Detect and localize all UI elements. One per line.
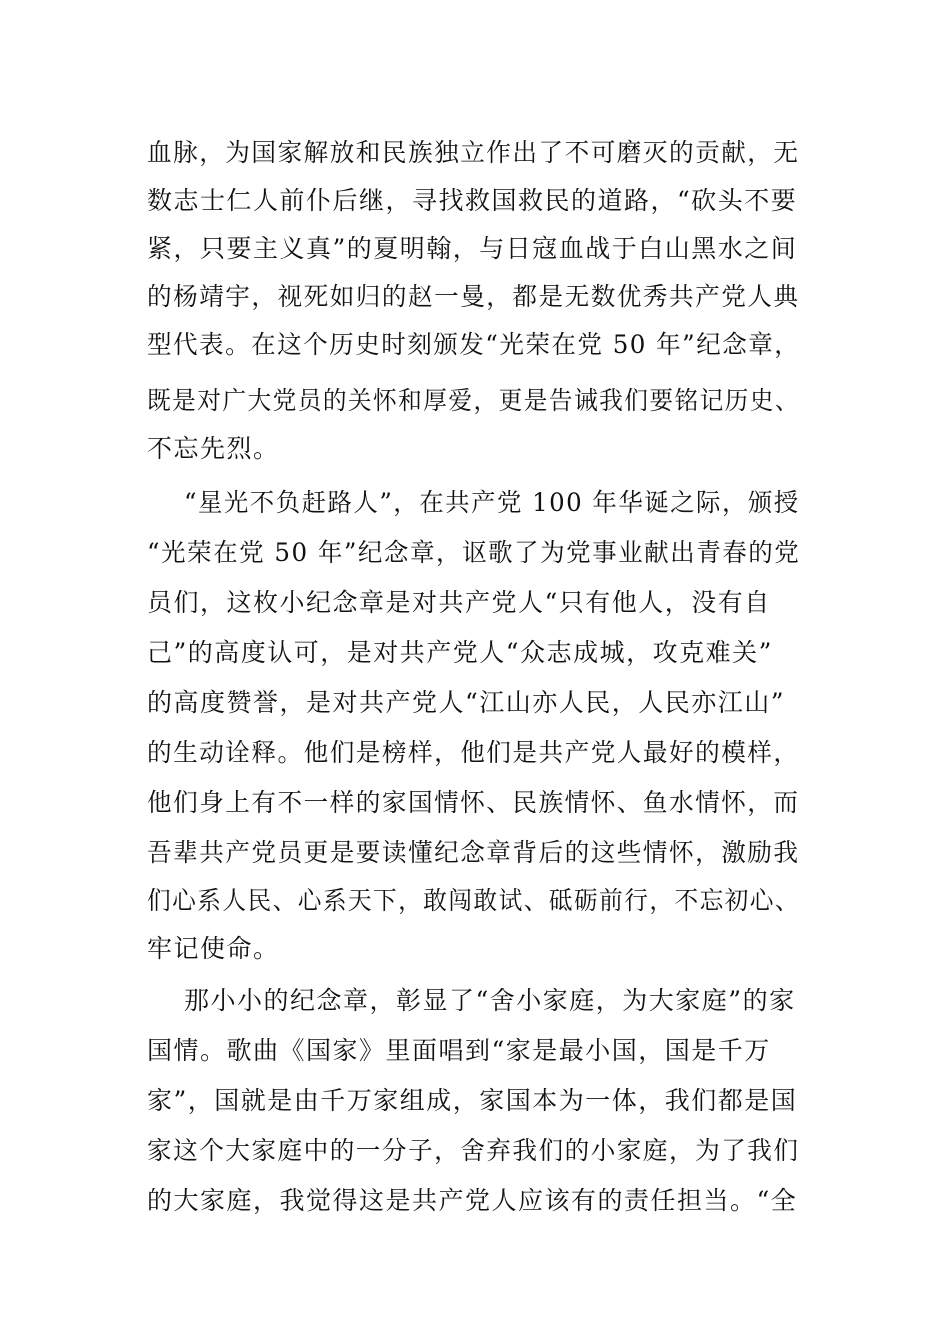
text-line: 他们身上有不一样的家国情怀、民族情怀、鱼水情怀，而: [147, 788, 800, 817]
text-line: 牢记使命。: [147, 934, 280, 963]
text-line: 的生动诠释。他们是榜样，他们是共产党人最好的模样，: [147, 738, 800, 767]
text-line: 家”，国就是由千万家组成，家国本为一体，我们都是国: [147, 1086, 798, 1115]
text-line: 不忘先烈。: [147, 434, 280, 463]
text-line: 血脉，为国家解放和民族独立作出了不可磨灭的贡献，无: [147, 138, 800, 167]
text-line: 吾辈共产党员更是要读懂纪念章背后的这些情怀，激励我: [147, 838, 800, 867]
text-line: “星光不负赶路人”，在共产党 100 年华诞之际，颁授: [184, 488, 800, 517]
text-line: 员们，这枚小纪念章是对共产党人“只有他人，没有自: [147, 588, 771, 617]
text-line: 型代表。在这个历史时刻颁发“光荣在党 50 年”纪念章，: [147, 330, 801, 359]
text-line: 己”的高度认可，是对共产党人“众志成城，攻克难关”: [147, 638, 773, 667]
text-line: 的大家庭，我觉得这是共产党人应该有的责任担当。“全: [147, 1186, 798, 1215]
text-line: 们心系人民、心系天下，敢闯敢试、砥砺前行，不忘初心、: [147, 886, 801, 915]
text-line: 的高度赞誉，是对共产党人“江山亦人民，人民亦江山”: [147, 688, 786, 717]
text-line: 数志士仁人前仆后继，寻找救国救民的道路，“砍头不要: [147, 186, 798, 215]
text-line: 既是对广大党员的关怀和厚爱，更是告诫我们要铭记历史、: [147, 386, 801, 415]
text-line: “光荣在党 50 年”纪念章，讴歌了为党事业献出青春的党: [147, 538, 801, 567]
text-line: 国情。歌曲《国家》里面唱到“家是最小国，国是千万: [147, 1036, 771, 1065]
text-line: 的杨靖宇，视死如归的赵一曼，都是无数优秀共产党人典: [147, 282, 800, 311]
text-line: 那小小的纪念章，彰显了“舍小家庭，为大家庭”的家: [184, 986, 796, 1015]
text-line: 家这个大家庭中的一分子，舍弃我们的小家庭，为了我们: [147, 1136, 800, 1165]
text-line: 紧，只要主义真”的夏明翰，与日寇血战于白山黑水之间: [147, 234, 798, 263]
